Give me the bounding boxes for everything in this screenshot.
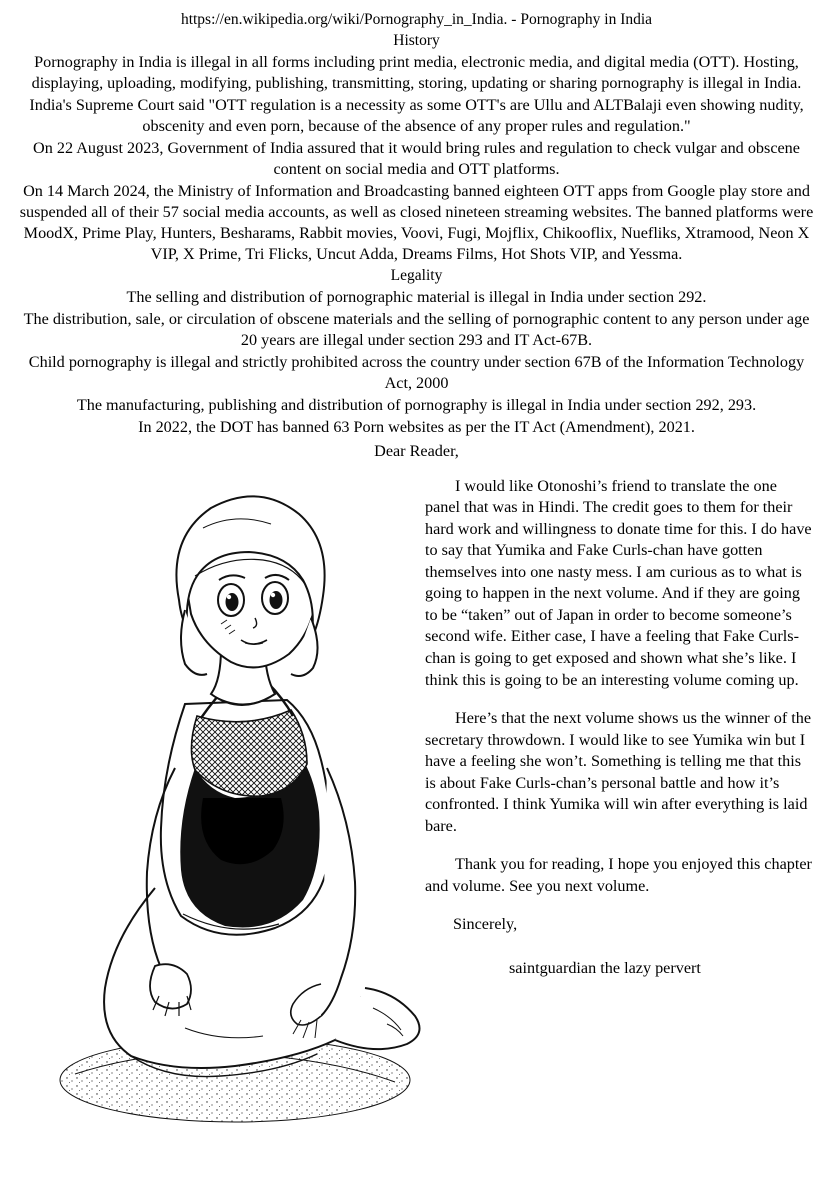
letter-paragraph-2: Here’s that the next volume shows us the winner of the secretary throwdown. I would like to see Yumika win but I have a feeling she won’t. Something is telling me that this is about Fake Curls-chan’s personal battle and how it’s confronted. I think Yumika will win after everything is laid bare. <box>425 709 812 835</box>
letter-closing: Sincerely, <box>453 915 518 934</box>
section-heading-legality: Legality <box>390 267 443 285</box>
legality-paragraph-3: Child pornography is illegal and strictly prohibited across the country under section 67B of the Information Technology Act, 2000 <box>28 353 805 393</box>
letter-body <box>425 476 815 997</box>
letter-and-illustration <box>10 468 823 1158</box>
legality-paragraph-5: In 2022, the DOT has banned 63 Porn websites as per the IT Act (Amendment), 2021. <box>138 418 695 437</box>
history-paragraph-1: Pornography in India is illegal in all forms including print media, electronic media, and digital media (OTT). Hosting, displaying, uploading, modifying, publishing, transmitting, storing, updating or sharing pornography is illegal in India. <box>31 52 802 92</box>
legality-paragraph-1: The selling and distribution of pornographic material is illegal in India under section 292. <box>126 288 707 307</box>
seated-woman-illustration <box>35 468 425 1148</box>
history-paragraph-2: India's Supreme Court said "OTT regulation is a necessity as some OTT's are Ullu and ALTBalaji even showing nudity, obscenity and even porn, because of the absence of any proper rules and regulation." <box>29 95 804 135</box>
letter-salutation: Dear Reader, <box>374 441 459 460</box>
section-heading-history: History <box>393 31 440 49</box>
figure-torso <box>161 682 330 935</box>
history-paragraph-4: On 14 March 2024, the Ministry of Information and Broadcasting banned eighteen OTT apps from Google play store and suspended all of their 57 social media accounts, as well as closed nineteen streaming websites. The banned platforms were MoodX, Prime Play, Hunters, Besharams, Rabbit movies, Voovi, Fugi, Mojflix, Chikooflix, Nuefliks, Xtramood, Neon X VIP, X Prime, Tri Flicks, Uncut Adda, Dreams Films, Hot Shots VIP, and Yessma. <box>19 182 814 264</box>
source-url-line: https://en.wikipedia.org/wiki/Pornography_in_India. - Pornography in India <box>180 11 653 28</box>
figure-head <box>176 496 324 676</box>
illustration-figure <box>35 468 425 1148</box>
letter-paragraph-3: Thank you for reading, I hope you enjoyed this chapter and volume. See you next volume. <box>425 855 812 895</box>
letter-paragraph-1: I would like Otonoshi’s friend to translate the one panel that was in Hindi. The credit goes to them for their hard work and willingness to donate time for this. I do have to say that Yumika and Fake Curls-chan have gotten themselves into one nasty mess. I am curious as to what is going to happen in the next volume. And if they are going to be “taken” out of Japan in order to become someone’s second wife. Either case, I have a feeling that Fake Curls-chan is going to get exposed and shown what she’s like. I think this is going to be an interesting volume coming up. <box>425 476 812 689</box>
letter-signature: saintguardian the lazy pervert <box>509 959 701 977</box>
history-paragraph-3: On 22 August 2023, Government of India assured that it would bring rules and regulation to check vulgar and obscene content on social media and OTT platforms. <box>33 138 800 178</box>
legality-paragraph-4: The manufacturing, publishing and distribution of pornography is illegal in India under section 292, 293. <box>76 396 757 415</box>
legality-paragraph-2: The distribution, sale, or circulation of obscene materials and the selling of pornographic content to any person under age 20 years are illegal under section 293 and IT Act-67B. <box>23 310 810 350</box>
